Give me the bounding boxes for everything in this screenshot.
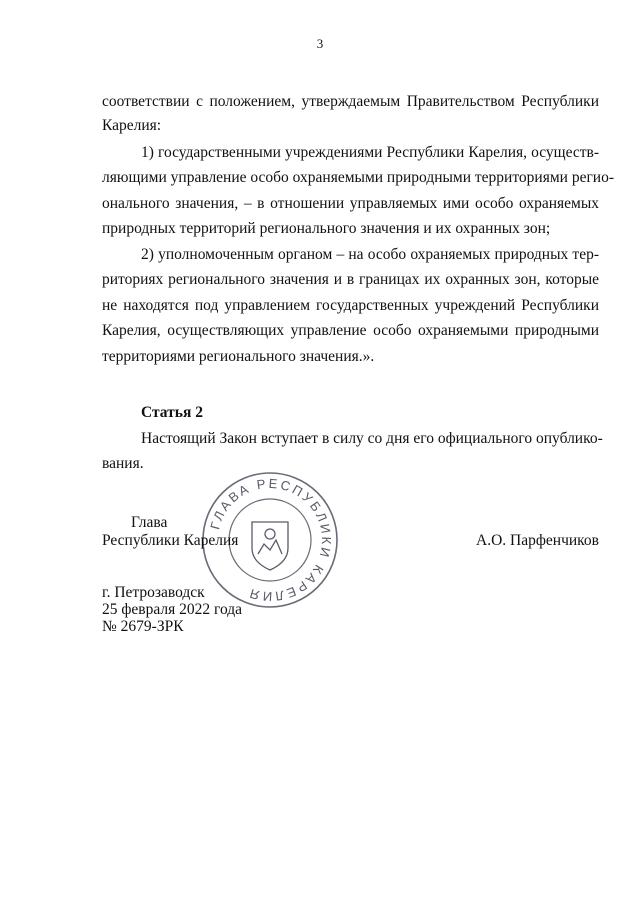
signature-title: Республики Карелия: [102, 532, 239, 549]
text-line: природных территорий регионального значения и их охранных зон;: [102, 220, 551, 237]
text-line: риториях регионального значения и в границах их охранных зон, которые: [102, 271, 599, 288]
text-line: вания.: [102, 455, 144, 472]
text-line: Настоящий Закон вступает в силу со дня его официального опублико-: [141, 430, 603, 447]
text-line: онального значения, – в отношении управляемых ими особо охраняемых: [102, 195, 599, 212]
page-number: 3: [316, 36, 324, 51]
text-line: соответствии с положением, утверждаемым Правительством Республики: [102, 93, 599, 110]
signatory-name: А.О. Парфенчиков: [476, 532, 599, 549]
text-line: 1) государственными учреждениями Республики Карелия, осуществ-: [141, 144, 599, 161]
text-line: ляющими управление особо охраняемыми природными территориями регио-: [102, 169, 615, 186]
text-line: Карелия, осуществляющих управление особо охраняемыми природными: [102, 322, 599, 339]
svg-text:ГЛАВА РЕСПУБЛИКИ КАРЕЛИЯ: ГЛАВА РЕСПУБЛИКИ КАРЕЛИЯ: [207, 475, 335, 605]
text-line: Карелия:: [102, 117, 162, 134]
place: г. Петрозаводск: [102, 584, 205, 601]
signature-title: Глава: [131, 514, 168, 531]
text-line: 2) уполномоченным органом – на особо охраняемых природных тер-: [141, 246, 599, 263]
article-heading: Статья 2: [141, 404, 203, 421]
text-line: территориями регионального значения.».: [102, 348, 375, 365]
text-line: не находятся под управлением государственных учреждений Республики: [102, 297, 599, 314]
document-number: № 2679-ЗРК: [102, 618, 184, 635]
date: 25 февраля 2022 года: [102, 601, 243, 618]
